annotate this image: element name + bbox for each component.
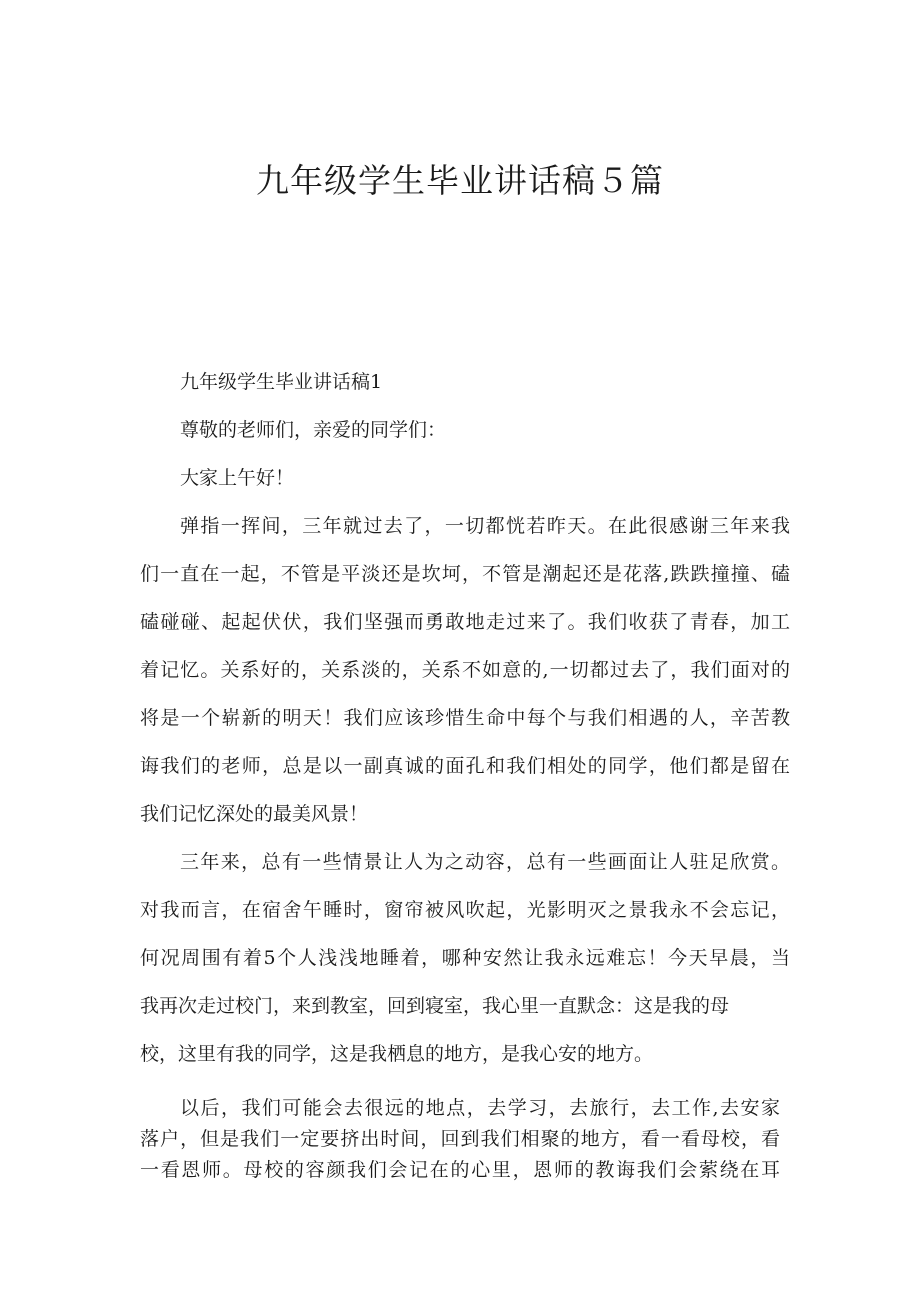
paragraph1-line: 磕碰碰、起起伏伏，我们坚强而勇敢地走过来了。我们收获了青春，加工 (140, 611, 790, 633)
document-body (140, 358, 790, 1078)
paragraph2-line: 三年来，总有一些情景让人为之动容，总有一些画面让人驻足欣赏。 (180, 851, 790, 873)
paragraph2-line: 何况周围有着5个人浅浅地睡着，哪种安然让我永远难忘！今天早晨，当 (140, 947, 790, 969)
document-body-continued (140, 1093, 780, 1186)
paragraph2-line: 我再次走过校门，来到教室，回到寝室，我心里一直默念：这是我的母 (140, 995, 730, 1017)
paragraph3-line: 一看恩师。母校的容颜我们会记在的心里，恩师的教诲我们会萦绕在耳 (140, 1159, 780, 1181)
paragraph1-line: 着记忆。关系好的，关系淡的，关系不如意的,一切都过去了，我们面对的 (140, 659, 790, 681)
paragraph1-line: 诲我们的老师，总是以一副真诚的面孔和我们相处的同学，他们都是留在 (140, 755, 790, 777)
paragraph1-line: 们一直在一起，不管是平淡还是坎坷，不管是潮起还是花落,跌跌撞撞、磕 (140, 563, 790, 585)
paragraph2-line: 对我而言，在宿舍午睡时，窗帘被风吹起，光影明灭之景我永不会忘记， (140, 899, 790, 921)
paragraph1-line: 将是一个崭新的明天！我们应该珍惜生命中每个与我们相遇的人，辛苦教 (140, 707, 790, 729)
document-title: 九年级学生毕业讲话稿５篇 (256, 161, 664, 200)
salutation: 尊敬的老师们，亲爱的同学们： (180, 419, 447, 441)
paragraph3-line: 落户，但是我们一定要挤出时间，回到我们相聚的地方，看一看母校，看 (140, 1128, 780, 1150)
paragraph1-line: 弹指一挥间，三年就过去了，一切都恍若昨天。在此很感谢三年来我 (180, 515, 790, 537)
paragraph2-line: 校，这里有我的同学，这是我栖息的地方，是我心安的地方。 (140, 1043, 654, 1065)
greeting: 大家上午好！ (180, 467, 295, 489)
section-heading: 九年级学生毕业讲话稿1 (180, 371, 383, 393)
paragraph1-line: 我们记忆深处的最美风景！ (140, 803, 369, 825)
paragraph3-line: 以后，我们可能会去很远的地点，去学习，去旅行，去工作,去安家 (180, 1097, 780, 1119)
